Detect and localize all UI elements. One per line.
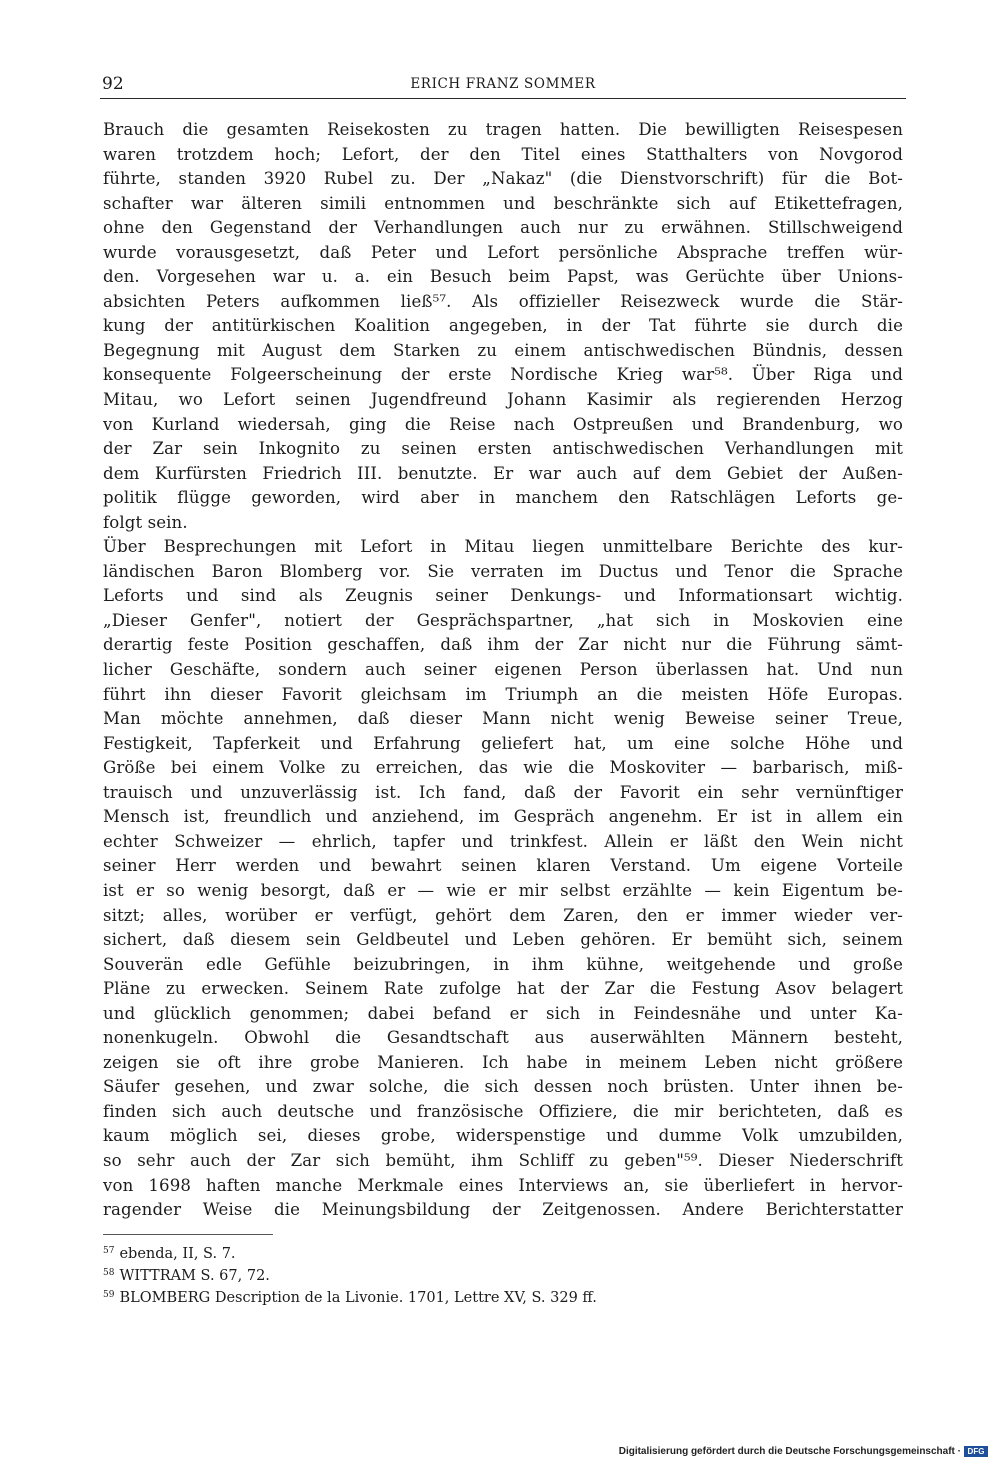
footnote-number: 58: [103, 1268, 115, 1278]
page-header: [100, 72, 906, 99]
footnote-number: 59: [103, 1290, 115, 1300]
text-line: kung der antitürkischen Koalition angegeben, in der Tat führte sie durch die: [103, 316, 903, 336]
text-line: von Kurland wiedersah, ging die Reise nach Ostpreußen und Brandenburg, wo: [103, 414, 903, 434]
digitization-credit: [619, 1444, 988, 1458]
text-line: politik flügge geworden, wird aber in manchem den Ratschlägen Leforts ge-: [103, 488, 903, 508]
text-line: der Zar sein Inkognito zu seinen ersten antischwedischen Verhandlungen mit: [103, 439, 903, 459]
text-line: führte, standen 3920 Rubel zu. Der „Nakaz" (die Dienstvorschrift) für die Bot-: [103, 169, 903, 189]
text-line: derartig feste Position geschaffen, daß ihm der Zar nicht nur die Führung sämt-: [103, 635, 903, 655]
footnote-text: BLOMBERG Description de la Livonie. 1701, Lettre XV, S. 329 ff.: [119, 1290, 597, 1306]
text-line: und glücklich genommen; dabei befand er sich in Feindesnähe und unter Ka-: [103, 1003, 903, 1023]
text-line: finden sich auch deutsche und französische Offiziere, die mir berichteten, daß es: [103, 1101, 903, 1121]
text-line: sitzt; alles, worüber er verfügt, gehört dem Zaren, den er immer wieder ver-: [103, 905, 903, 925]
text-line: Souverän edle Gefühle beizubringen, in ihm kühne, weitgehende und große: [103, 954, 903, 974]
footnote-text: WITTRAM S. 67, 72.: [119, 1268, 270, 1284]
text-line: sichert, daß diesem sein Geldbeutel und Leben gehören. Er bemüht sich, seinem: [103, 930, 903, 950]
text-line: Man möchte annehmen, daß dieser Mann nicht wenig Beweise seiner Treue,: [103, 709, 903, 729]
text-line: seiner Herr werden und bewahrt seinen klaren Verstand. Um eigene Vorteile: [103, 856, 903, 876]
footnote-number: 57: [103, 1246, 115, 1256]
text-line: folgt sein.: [103, 512, 188, 532]
footnote: [103, 1286, 883, 1308]
running-head: ERICH FRANZ SOMMER: [410, 76, 596, 92]
text-line: „Dieser Genfer", notiert der Gesprächspartner, „hat sich in Moskovien eine: [103, 610, 903, 630]
dfg-logo-icon: DFG: [964, 1446, 988, 1457]
text-line: konsequente Folgeerscheinung der erste Nordische Krieg war⁵⁸. Über Riga und: [103, 365, 903, 385]
text-line: Leforts und sind als Zeugnis seiner Denkungs- und Informationsart wichtig.: [103, 586, 903, 606]
text-line: ist er so wenig besorgt, daß er — wie er mir selbst erzählte — kein Eigentum be-: [103, 880, 903, 900]
text-line: absichten Peters aufkommen ließ⁵⁷. Als offizieller Reisezweck wurde die Stär-: [103, 291, 903, 311]
text-line: führt ihn dieser Favorit gleichsam im Triumph an die meisten Höfe Europas.: [103, 684, 903, 704]
text-line: Pläne zu erwecken. Seinem Rate zufolge hat der Zar die Festung Asov belagert: [103, 979, 903, 999]
text-line: kaum möglich sei, dieses grobe, widerspenstige und dumme Volk umzubilden,: [103, 1126, 903, 1146]
text-line: von 1698 haften manche Merkmale eines Interviews an, sie überliefert in hervor-: [103, 1175, 903, 1195]
text-line: wurde vorausgesetzt, daß Peter und Lefort persönliche Absprache treffen wür-: [103, 242, 903, 262]
text-line: Mensch ist, freundlich und anziehend, im Gespräch angenehm. Er ist in allem ein: [103, 807, 903, 827]
page-number: 92: [102, 74, 124, 94]
text-line: nonenkugeln. Obwohl die Gesandtschaft aus auserwählten Männern besteht,: [103, 1028, 903, 1048]
footnote: [103, 1242, 883, 1264]
text-line: zeigen sie oft ihre grobe Manieren. Ich habe in meinem Leben nicht größere: [103, 1052, 903, 1072]
text-line: ländischen Baron Blomberg vor. Sie verraten im Ductus und Tenor die Sprache: [103, 561, 903, 581]
text-line: licher Geschäfte, sondern auch seiner eigenen Person überlassen hat. Und nun: [103, 660, 903, 680]
footnote-text: ebenda, II, S. 7.: [119, 1246, 236, 1262]
footnotes: [103, 1242, 883, 1308]
text-line: Brauch die gesamten Reisekosten zu tragen hatten. Die bewilligten Reisespesen: [103, 120, 903, 139]
text-line: den. Vorgesehen war u. a. ein Besuch beim Papst, was Gerüchte über Unions-: [103, 267, 903, 287]
footnote: [103, 1264, 883, 1286]
text-line: trauisch und unzuverlässig ist. Ich fand, daß der Favorit ein sehr vernünftiger: [103, 782, 903, 802]
text-line: dem Kurfürsten Friedrich III. benutzte. Er war auch auf dem Gebiet der Außen-: [103, 463, 903, 483]
text-line: waren trotzdem hoch; Lefort, der den Titel eines Statthalters von Novgorod: [103, 144, 903, 164]
credit-text: Digitalisierung gefördert durch die Deutsche Forschungsgemeinschaft ·: [618, 1445, 961, 1457]
text-line: Säufer gesehen, und zwar solche, die sich dessen noch brüsten. Unter ihnen be-: [103, 1077, 903, 1097]
text-line: Über Besprechungen mit Lefort in Mitau liegen unmittelbare Berichte des kur-: [103, 537, 903, 557]
text-line: Größe bei einem Volke zu erreichen, das wie die Moskoviter — barbarisch, miß-: [103, 758, 903, 778]
text-line: ragender Weise die Meinungsbildung der Zeitgenossen. Andere Berichterstatter: [103, 1200, 903, 1220]
text-line: Festigkeit, Tapferkeit und Erfahrung geliefert hat, um eine solche Höhe und: [103, 733, 903, 753]
text-line: so sehr auch der Zar sich bemüht, ihm Schliff zu geben"⁵⁹. Dieser Niederschrift: [103, 1150, 903, 1170]
text-line: schafter war älteren simili entnommen und beschränkte sich auf Etikettefragen,: [103, 193, 903, 213]
text-line: Mitau, wo Lefort seinen Jugendfreund Johann Kasimir als regierenden Herzog: [103, 390, 903, 410]
footnote-divider: [103, 1234, 273, 1235]
text-line: Begegnung mit August dem Starken zu einem antischwedischen Bündnis, dessen: [103, 340, 903, 360]
body-text: [103, 118, 903, 1223]
text-line: ohne den Gegenstand der Verhandlungen auch nur zu erwähnen. Stillschweigend: [103, 218, 903, 238]
text-line: echter Schweizer — ehrlich, tapfer und trinkfest. Allein er läßt den Wein nicht: [103, 831, 903, 851]
